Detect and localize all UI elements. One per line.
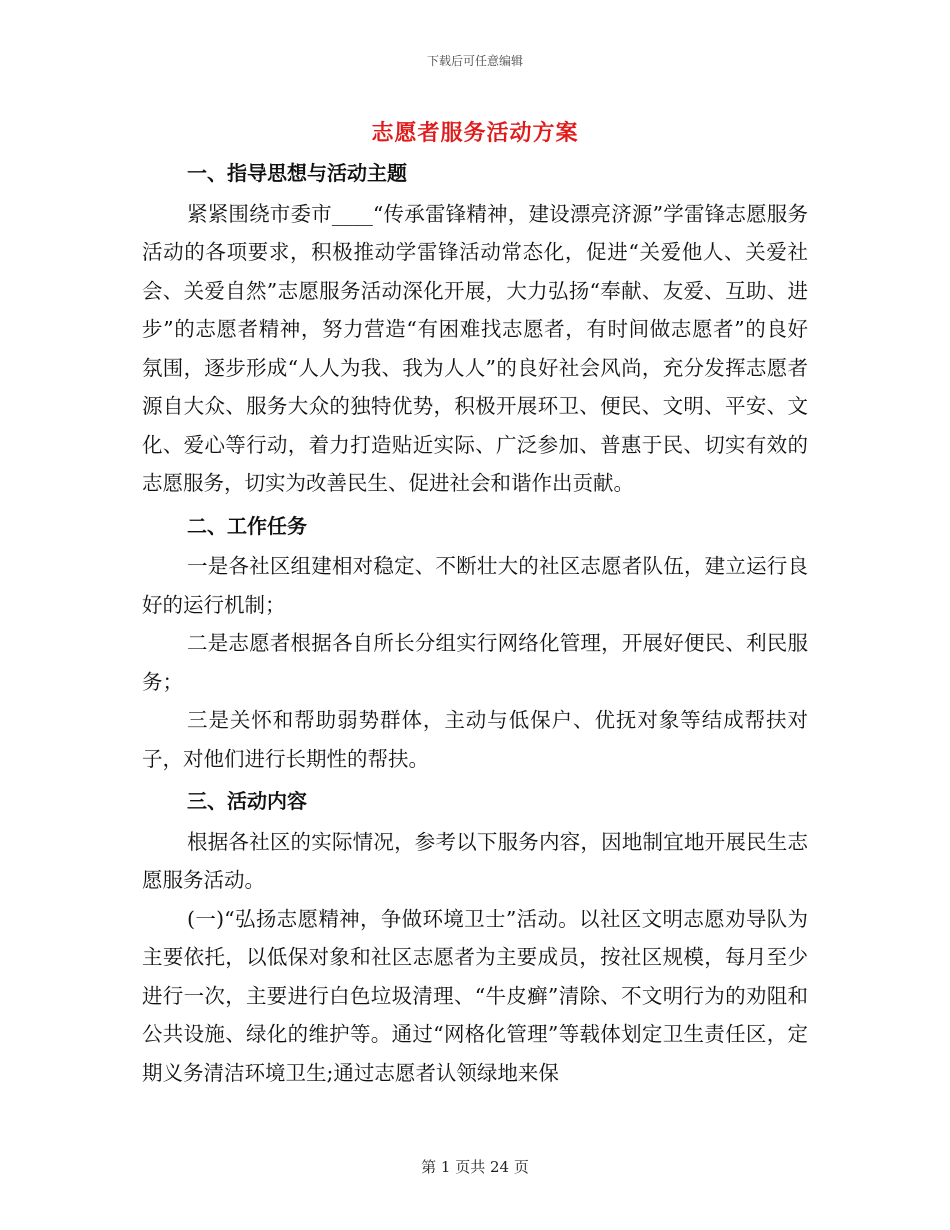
page-header-note: 下载后可任意编辑 xyxy=(426,54,523,68)
section-heading-1: 一、指导思想与活动主题 xyxy=(187,161,407,185)
paragraph: 二是志愿者根据各自所长分组实行网络化管理，开展好便民、利民服务； xyxy=(142,631,808,694)
section-heading-3: 三、活动内容 xyxy=(187,789,307,813)
document-title: 志愿者服务活动方案 xyxy=(371,121,579,146)
paragraph: 三是关怀和帮助弱势群体，主动与低保户、优抚对象等结成帮扶对子，对他们进行长期性的帮扶。 xyxy=(142,708,808,771)
paragraph: 一是各社区组建相对稳定、不断壮大的社区志愿者队伍，建立运行良好的运行机制； xyxy=(142,554,808,617)
page-number-footer: 第 1 页共 24 页 xyxy=(421,1158,529,1176)
paragraph: 紧紧围绕市委市____“传承雷锋精神，建设漂亮济源”学雷锋志愿服务活动的各项要求，积极推动学雷锋活动常态化，促进“关爱他人、关爱社会、关爱自然”志愿服务活动深化开展，大力弘扬“奉献、友爱、互助、进步”的志愿者精神，努力营造“有困难找志愿者，有时间做志愿者”的良好氛围，逐步形成“人人为我、我为人人”的良好社会风尚，充分发挥志愿者源自大众、服务大众的独特优势，积极开展环卫、便民、文明、平安、文化、爱心等行动，着力打造贴近实际、广泛参加、普惠于民、切实有效的志愿服务，切实为改善民生、促进社会和谐作出贡献。 xyxy=(142,201,808,495)
section-heading-2: 二、工作任务 xyxy=(187,513,307,538)
document-body xyxy=(142,150,808,1092)
paragraph: (一)“弘扬志愿精神，争做环境卫士”活动。以社区文明志愿劝导队为主要依托，以低保对象和社区志愿者为主要成员，按社区规模，每月至少进行一次，主要进行白色垃圾清理、“牛皮癣”清除、不文明行为的劝阻和公共设施、绿化的维护等。通过“网格化管理”等载体划定卫生责任区，定期义务清洁环境卫生;通过志愿者认领绿地来保 xyxy=(142,906,808,1085)
paragraph: 根据各社区的实际情况，参考以下服务内容，因地制宜地开展民生志愿服务活动。 xyxy=(142,829,808,892)
